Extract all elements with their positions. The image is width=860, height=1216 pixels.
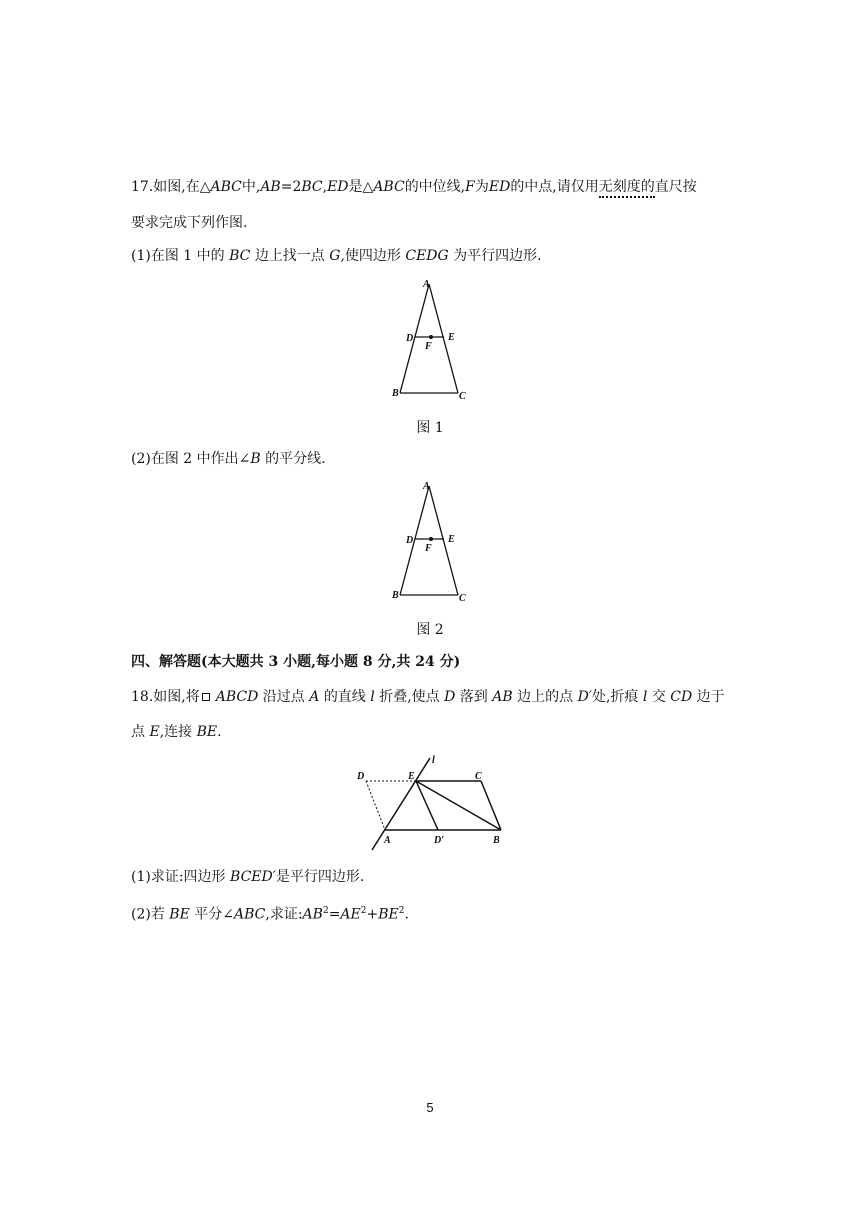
q18-text: CD [670,689,693,705]
label-A: A [384,835,391,846]
q18-part1-text: BCED′ [230,869,276,885]
q17-part1-text: BC [229,248,251,264]
q17-text: F [465,179,475,195]
q17-text: ABC [210,179,242,195]
label-D-prime: D′ [434,835,445,846]
q18-text: 的直线 [323,689,366,705]
q18-part2-text: (2)若 [131,906,165,923]
label-F: F [425,341,432,352]
q18-part2-text: 2 [398,906,405,916]
q17-text: AB [260,179,281,195]
q18-line2-text: ,连接 [159,724,193,740]
q18-part2-text: ,求证: [265,906,303,923]
q18-text: 落到 [459,689,488,705]
label-B: B [493,835,500,846]
q18-text: l [370,689,375,705]
q17-part2-text: B [250,451,261,467]
label-B: B [392,590,399,601]
figure-1-triangle [385,278,475,408]
q18-part2-text: AB [302,906,323,923]
q18-part2-text: 2 [322,906,329,916]
q18-part1 [131,868,364,886]
q17-text: 直尺按 [654,179,697,195]
q18-text: AB [492,689,513,705]
label-B: B [392,388,399,399]
q17-text: 如图,在△ [153,179,211,195]
q18-part2-text: BE [378,906,399,923]
label-E: E [408,771,415,782]
q18-text: D′ [577,689,592,705]
q18-part1-text: 是平行四边形. [275,869,365,885]
q18-part2-text: + [366,906,379,923]
section-4-heading: 四、解答题(本大题共 3 小题,每小题 8 分,共 24 分) [131,654,461,670]
label-C: C [475,771,482,782]
q18-part2-text: . [404,906,409,923]
q17-line2: 要求完成下列作图. [131,215,248,231]
label-E: E [448,534,455,545]
q18-text: 处,折痕 [591,689,639,705]
label-D: D [406,333,414,344]
q18-line2-text: 点 [131,724,145,740]
q17-part1-text: G [329,248,341,264]
q18-part2-text: = [328,906,341,923]
q17-text: BC [301,179,323,195]
label-C: C [459,593,466,604]
q17-part1 [131,247,542,265]
q18-part2-text: BE [169,906,190,923]
q17-part2 [131,450,326,468]
q17-text: ED [488,179,511,195]
q17-line1 [131,178,697,196]
q18-line2 [131,723,222,741]
q18-part1-text: (1)求证:四边形 [131,869,226,885]
q18-part2-text: 2 [360,906,367,916]
q17-part1-text: ,使四边形 [340,248,401,264]
q18-text: ABCD [215,689,259,705]
label-F: F [425,543,432,554]
q18-text: 沿过点 [262,689,305,705]
q18-text: D [444,689,456,705]
q18-line1 [131,688,725,706]
figure-parallelogram [350,752,520,856]
q18-text: A [309,689,320,705]
q18-line2-text: . [217,724,222,740]
q18-part2-text: 平分∠ [194,906,234,923]
q17-text: 的中位线, [404,179,466,195]
figure-1-caption: 图 1 [416,420,444,436]
label-E: E [448,332,455,343]
q18-line2-text: BE [196,724,218,740]
emphasis-text: 无刻度的 [599,179,655,198]
q17-text: ED [327,179,349,195]
label-D: D [406,535,414,546]
q17-text: 为 [474,179,489,195]
q17-text: 中, [241,179,261,195]
q17-text: ABC [373,179,405,195]
q17-part2-text: (2)在图 2 中作出∠ [131,451,251,467]
q17-part1-text: 边上找一点 [254,248,325,264]
q17-text: 的中点,请仅用 [510,179,599,195]
parallelogram-symbol-icon [202,693,210,701]
q17-text: 是△ [348,179,374,195]
q18-text: 边于 [696,689,725,705]
label-D: D [357,771,365,782]
figure-2-caption: 图 2 [416,622,444,638]
q18-part2 [131,902,409,924]
label-A: A [423,481,430,492]
q17-part1-text: 为平行四边形. [453,248,542,264]
q18-text: 折叠,使点 [379,689,440,705]
page-number: 5 [426,1100,434,1115]
q18-text: 18.如图,将 [131,689,200,705]
q17-text: , [322,179,328,195]
figure-2-triangle [385,480,475,610]
q18-text: 边上的点 [517,689,574,705]
q18-text: l [642,689,648,705]
q18-part2-text: ABC [234,906,266,923]
label-l: l [432,755,435,766]
q17-text: =2 [280,179,302,195]
q17-part1-text: CEDG [405,248,449,264]
label-A: A [423,279,430,290]
q18-text: 交 [651,689,666,705]
q18-line2-text: E [149,724,160,740]
q18-part2-text: AE [340,906,361,923]
q17-number: 17. [131,179,154,195]
label-C: C [459,391,466,402]
q17-part1-text: (1)在图 1 中的 [131,248,225,264]
q17-part2-text: 的平分线. [265,451,326,467]
